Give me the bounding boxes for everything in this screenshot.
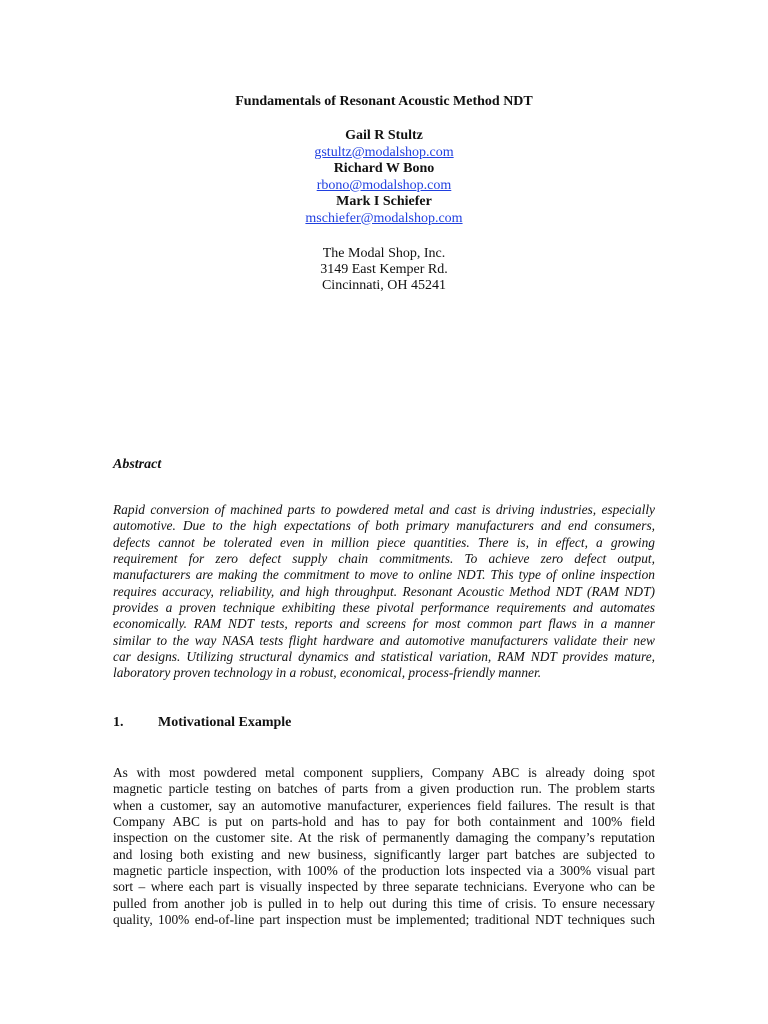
abstract-line: Rapid conversion of machined parts to powdered metal and cast is driving industries, especially [113, 502, 655, 517]
body-line: quality, 100% end-of-line part inspection must be implemented; traditional NDT techniques such [113, 912, 655, 928]
abstract-line: car designs. Utilizing structural dynamics and statistical variation, RAM NDT provides mature, [113, 649, 655, 665]
section-body [113, 765, 655, 928]
author-list [0, 128, 768, 227]
abstract-line: requirement for zero defect supply chain commitments. To achieve zero defect output, [113, 551, 655, 567]
body-line: As with most powdered metal component suppliers, Company ABC is already doing spot [113, 765, 655, 780]
body-line: when a customer, say an automotive manufacturer, experiences field failures. The result is that [113, 797, 655, 813]
abstract-line: economically. RAM NDT tests, reports and screens for most common part flaws in a manner [113, 616, 655, 632]
body-line: magnetic particle inspection, with 100% of the production lots inspected via a 300% visual part [113, 863, 655, 879]
section-heading [113, 715, 655, 731]
body-line: Company ABC is put on parts-hold and has to pay for both containment and 100% field [113, 814, 655, 830]
affiliation-org: The Modal Shop, Inc. [322, 246, 446, 261]
abstract-line: laboratory proven technology in a robust, economical, process-friendly manner. [113, 665, 542, 681]
author-name: Mark I Schiefer [336, 194, 432, 209]
abstract-line: manufacturers are making the commitment to move to online NDT. This type of online inspection [113, 567, 655, 583]
section-title: Motivational Example [158, 715, 292, 730]
abstract-line: provides a proven technique exhibiting these pivotal performance requirements and automates [113, 600, 655, 616]
abstract-heading: Abstract [113, 457, 162, 472]
section-number: 1. [113, 715, 124, 730]
paper-title: Fundamentals of Resonant Acoustic Method NDT [235, 94, 533, 109]
affiliation-city: Cincinnati, OH 45241 [321, 278, 447, 293]
body-line: and losing both existing and new business, significantly larger part batches are subjected to [113, 846, 655, 862]
abstract-line: automotive. Due to the high expectations of both primary manufacturers and end consumers, [113, 518, 655, 534]
author-name: Richard W Bono [333, 161, 435, 176]
author-email-link[interactable]: mschiefer@modalshop.com [305, 210, 463, 226]
author-name: Gail R Stultz [345, 128, 423, 143]
body-line: inspection on the customer site. At the risk of permanently damaging the company’s reputation [113, 830, 655, 846]
body-line: magnetic particle testing on batches of parts from a given production run. The problem starts [113, 781, 655, 797]
affiliation-street: 3149 East Kemper Rd. [320, 262, 448, 277]
affiliation-block [0, 246, 768, 294]
abstract-body [113, 502, 655, 682]
abstract-line: requires accuracy, reliability, and high throughput. Resonant Acoustic Method NDT (RAM NDT) [113, 583, 655, 599]
author-email-link[interactable]: gstultz@modalshop.com [314, 144, 454, 160]
abstract-line: similar to the way NASA tests flight hardware and automotive manufacturers validate their new [113, 632, 655, 648]
author-email-link[interactable]: rbono@modalshop.com [316, 177, 452, 193]
body-line: pulled from another job is pulled in to help out during this time of crisis. To ensure necessary [113, 895, 655, 911]
body-line: sort – where each part is visually inspected by three separate technicians. Everyone who can be [113, 879, 655, 895]
abstract-line: defects cannot be tolerated even in million piece quantities. There is, in effect, a growing [113, 534, 655, 550]
